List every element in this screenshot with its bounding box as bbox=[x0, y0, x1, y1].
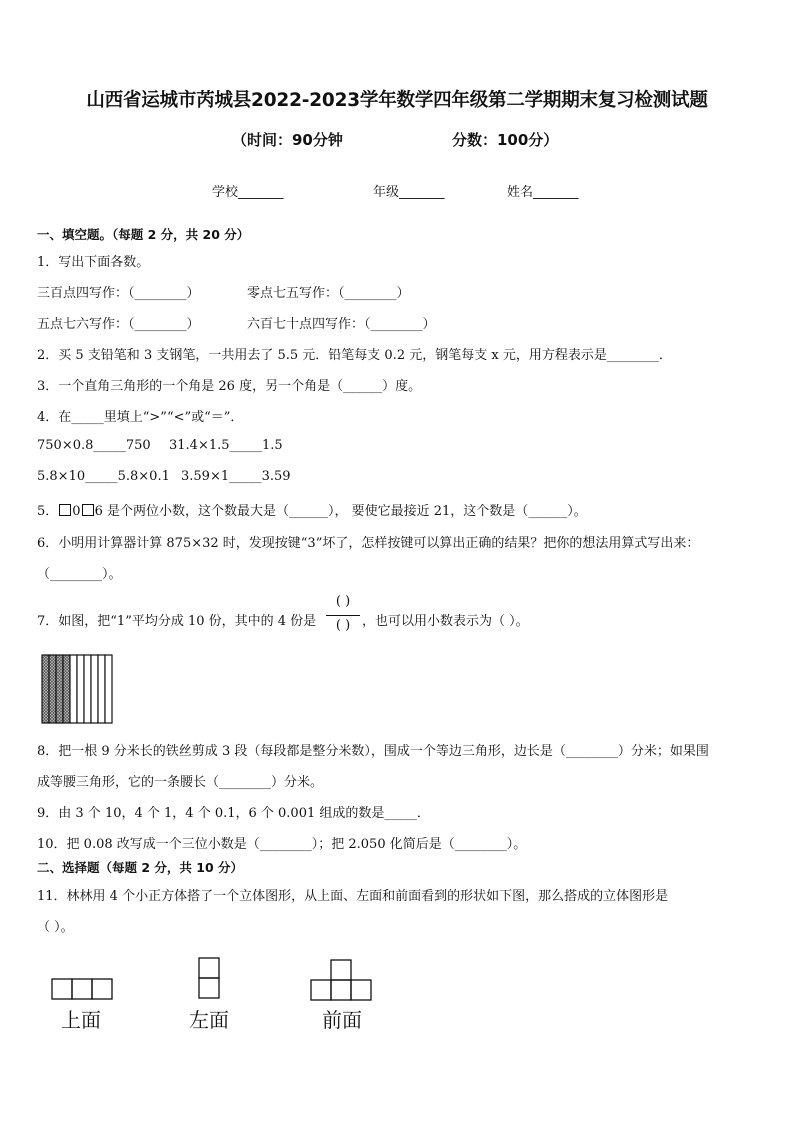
fraction-bar bbox=[326, 615, 360, 616]
question-7-text-after: ，也可以用小数表示为（ ）。 bbox=[362, 614, 529, 629]
top-view-label: 上面 bbox=[61, 1008, 101, 1032]
front-view-figure bbox=[310, 959, 372, 1002]
question-4-item-a: 750×0.8_____750 bbox=[37, 438, 151, 453]
question-7-fraction bbox=[326, 594, 360, 638]
name-field: 姓名_______ bbox=[507, 185, 579, 200]
question-1-stem: 1．写出下面各数。 bbox=[37, 255, 150, 270]
top-view-figure bbox=[51, 978, 113, 1001]
left-view-figure bbox=[198, 957, 221, 1000]
question-6-line-1: 6．小明用计算器计算 875×32 时，发现按键“3”坏了，怎样按键可以算出正确的结果？把你的想法用算式写出来： bbox=[37, 536, 700, 551]
question-7-figure bbox=[40, 653, 114, 725]
question-8-line-1: 8．把一根 9 分米长的铁丝剪成 3 段（每段都是整分米数），围成一个等边三角形，边长是（________）分米；如果围 bbox=[37, 744, 709, 759]
shaded-strip bbox=[42, 655, 49, 723]
unshaded-strip bbox=[98, 655, 105, 723]
fraction-denominator: ( ) bbox=[335, 618, 351, 633]
question-4-item-d: 3.59×1_____3.59 bbox=[181, 469, 291, 484]
shaded-strip bbox=[49, 655, 56, 723]
unshaded-strip bbox=[77, 655, 84, 723]
unshaded-strip bbox=[91, 655, 98, 723]
unshaded-strip bbox=[84, 655, 91, 723]
question-11-line-2: （ ）。 bbox=[37, 920, 74, 935]
question-4-item-b: 31.4×1.5_____1.5 bbox=[169, 438, 283, 453]
section-heading-fill-blank: 一、填空题。（每题 2 分，共 20 分） bbox=[37, 227, 250, 242]
question-9: 9．由 3 个 10，4 个 1，4 个 0.1，6 个 0.001 组成的数是_____． bbox=[37, 806, 430, 821]
question-5 bbox=[37, 500, 587, 519]
question-6-line-2: （________）。 bbox=[37, 567, 122, 582]
question-5-mid: 0 bbox=[72, 504, 81, 519]
question-3: 3．一个直角三角形的一个角是 26 度，另一个角是（______）度。 bbox=[37, 379, 422, 394]
question-2: 2．买 5 支铅笔和 3 支钢笔，一共用去了 5.5 元．铅笔每支 0.2 元，钢笔每支 x 元，用方程表示是________． bbox=[37, 348, 672, 363]
exam-score: 分数：100分） bbox=[452, 131, 559, 149]
question-1-item-c: 五点七六写作：（________） bbox=[37, 317, 200, 332]
question-4-stem: 4．在_____里填上“>”“<”或“＝”． bbox=[37, 410, 244, 425]
question-10: 10．把 0.08 改写成一个三位小数是（________）；把 2.050 化简后是（________）。 bbox=[37, 837, 527, 852]
grade-field: 年级_______ bbox=[373, 185, 445, 200]
question-1-item-a: 三百点四写作：（________） bbox=[37, 286, 200, 301]
page-title: 山西省运城市芮城县2022-2023学年数学四年级第二学期期末复习检测试题 bbox=[86, 90, 708, 111]
question-1-item-d: 六百七十点四写作：（________） bbox=[247, 317, 436, 332]
school-field: 学校_______ bbox=[212, 185, 284, 200]
section-heading-choice: 二、选择题（每题 2 分，共 10 分） bbox=[37, 860, 244, 875]
question-5-number: 5． bbox=[37, 504, 59, 519]
question-7-text-before: 7．如图，把“1”平均分成 10 份，其中的 4 份是 bbox=[37, 614, 317, 629]
question-4-item-c: 5.8×10_____5.8×0.1 bbox=[37, 469, 170, 484]
shaded-strip bbox=[63, 655, 70, 723]
question-8-line-2: 成等腰三角形，它的一条腰长（________）分米。 bbox=[37, 775, 324, 790]
unshaded-strip bbox=[105, 655, 112, 723]
exam-time: （时间：90分钟 bbox=[232, 131, 343, 149]
unshaded-strip bbox=[70, 655, 77, 723]
front-view-label: 前面 bbox=[322, 1008, 362, 1032]
shaded-strip bbox=[56, 655, 63, 723]
question-5-rest: 6 是个两位小数，这个数最大是（______）， 要使它最接近 21，这个数是（______）。 bbox=[94, 504, 587, 519]
blank-box bbox=[82, 504, 94, 516]
fraction-numerator: ( ) bbox=[335, 594, 351, 609]
question-11-line-1: 11．林林用 4 个小正方体搭了一个立体图形，从上面、左面和前面看到的形状如下图，那么搭成的立体图形是 bbox=[37, 889, 669, 904]
blank-box bbox=[59, 504, 71, 516]
question-1-item-b: 零点七五写作：（________） bbox=[247, 286, 410, 301]
left-view-label: 左面 bbox=[189, 1008, 229, 1032]
